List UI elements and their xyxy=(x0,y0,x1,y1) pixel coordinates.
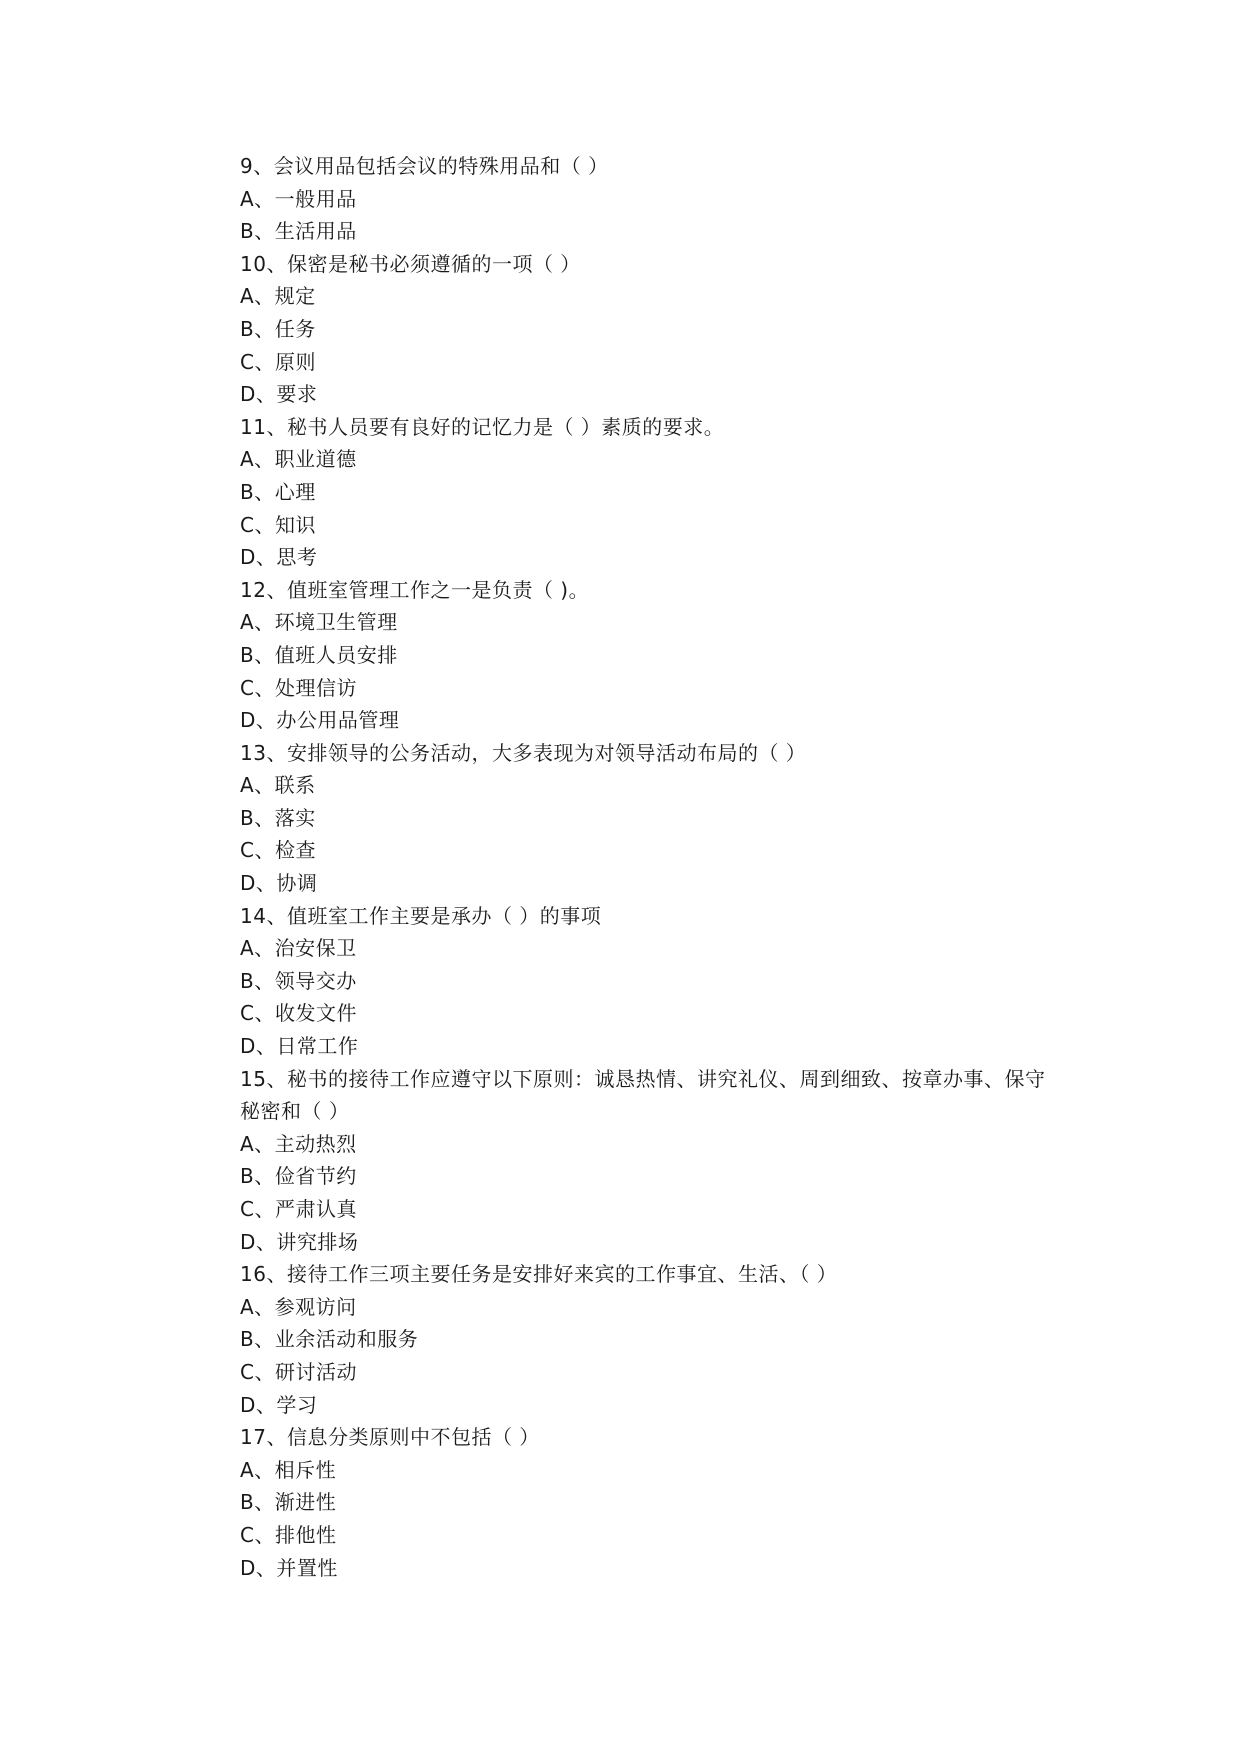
question-text: 16、接待工作三项主要任务是安排好来宾的工作事宜、生活、（ ） xyxy=(240,1262,838,1287)
question-block xyxy=(240,900,1060,1063)
question-block xyxy=(240,150,1060,248)
option-item: D、学习 xyxy=(240,1392,318,1417)
option-item: B、业余活动和服务 xyxy=(240,1327,419,1352)
question-text: 14、值班室工作主要是承办（ ）的事项 xyxy=(240,903,602,928)
option-item: D、办公用品管理 xyxy=(240,708,400,733)
question-text: 13、安排领导的公务活动，大多表现为对领导活动布局的（ ） xyxy=(240,740,807,765)
option-item: A、联系 xyxy=(240,773,316,798)
option-item: D、要求 xyxy=(240,382,318,407)
question-block xyxy=(240,1063,1060,1259)
option-item: A、相斥性 xyxy=(240,1457,337,1482)
option-item: B、心理 xyxy=(240,479,316,504)
option-item: C、收发文件 xyxy=(240,1001,357,1026)
question-block xyxy=(240,411,1060,574)
question-text: 11、秘书人员要有良好的记忆力是（ ）素质的要求。 xyxy=(240,414,725,439)
question-block xyxy=(240,248,1060,411)
option-item: A、参观访问 xyxy=(240,1294,357,1319)
option-item: A、环境卫生管理 xyxy=(240,610,398,635)
option-item: B、渐进性 xyxy=(240,1490,337,1515)
question-text: 9、会议用品包括会议的特殊用品和（ ） xyxy=(240,154,609,178)
question-block xyxy=(240,1421,1060,1584)
question-text: 10、保密是秘书必须遵循的一项（ ） xyxy=(240,251,581,276)
option-item: B、俭省节约 xyxy=(240,1164,357,1189)
option-item: C、处理信访 xyxy=(240,675,357,700)
option-item: D、协调 xyxy=(240,871,318,896)
option-item: C、检查 xyxy=(240,838,316,863)
question-block xyxy=(240,1258,1060,1421)
option-item: B、落实 xyxy=(240,805,316,830)
option-item: C、原则 xyxy=(240,349,316,374)
option-item: D、讲究排场 xyxy=(240,1229,359,1254)
question-block xyxy=(240,737,1060,900)
question-text: 15、秘书的接待工作应遵守以下原则：诚恳热情、讲究礼仪、周到细致、按章办事、保守秘密和（ ） xyxy=(240,1066,1046,1124)
option-item: C、严肃认真 xyxy=(240,1197,357,1221)
option-item: C、排他性 xyxy=(240,1522,337,1547)
option-item: C、知识 xyxy=(240,512,316,537)
option-item: B、任务 xyxy=(240,316,316,341)
question-list xyxy=(240,150,1060,1584)
option-item: A、规定 xyxy=(240,284,316,309)
question-text: 12、值班室管理工作之一是负责（ )。 xyxy=(240,577,590,602)
option-item: D、并置性 xyxy=(240,1555,338,1580)
option-item: A、一般用品 xyxy=(240,186,357,211)
option-item: C、研讨活动 xyxy=(240,1359,357,1384)
option-item: A、职业道德 xyxy=(240,447,357,472)
option-item: B、值班人员安排 xyxy=(240,642,398,667)
option-item: D、思考 xyxy=(240,545,318,570)
question-text: 17、信息分类原则中不包括（ ） xyxy=(240,1425,540,1450)
option-item: B、生活用品 xyxy=(240,219,357,244)
option-item: A、治安保卫 xyxy=(240,936,357,961)
option-item: B、领导交办 xyxy=(240,968,357,993)
option-item: D、日常工作 xyxy=(240,1034,359,1059)
option-item: A、主动热烈 xyxy=(240,1131,357,1156)
question-block xyxy=(240,574,1060,737)
